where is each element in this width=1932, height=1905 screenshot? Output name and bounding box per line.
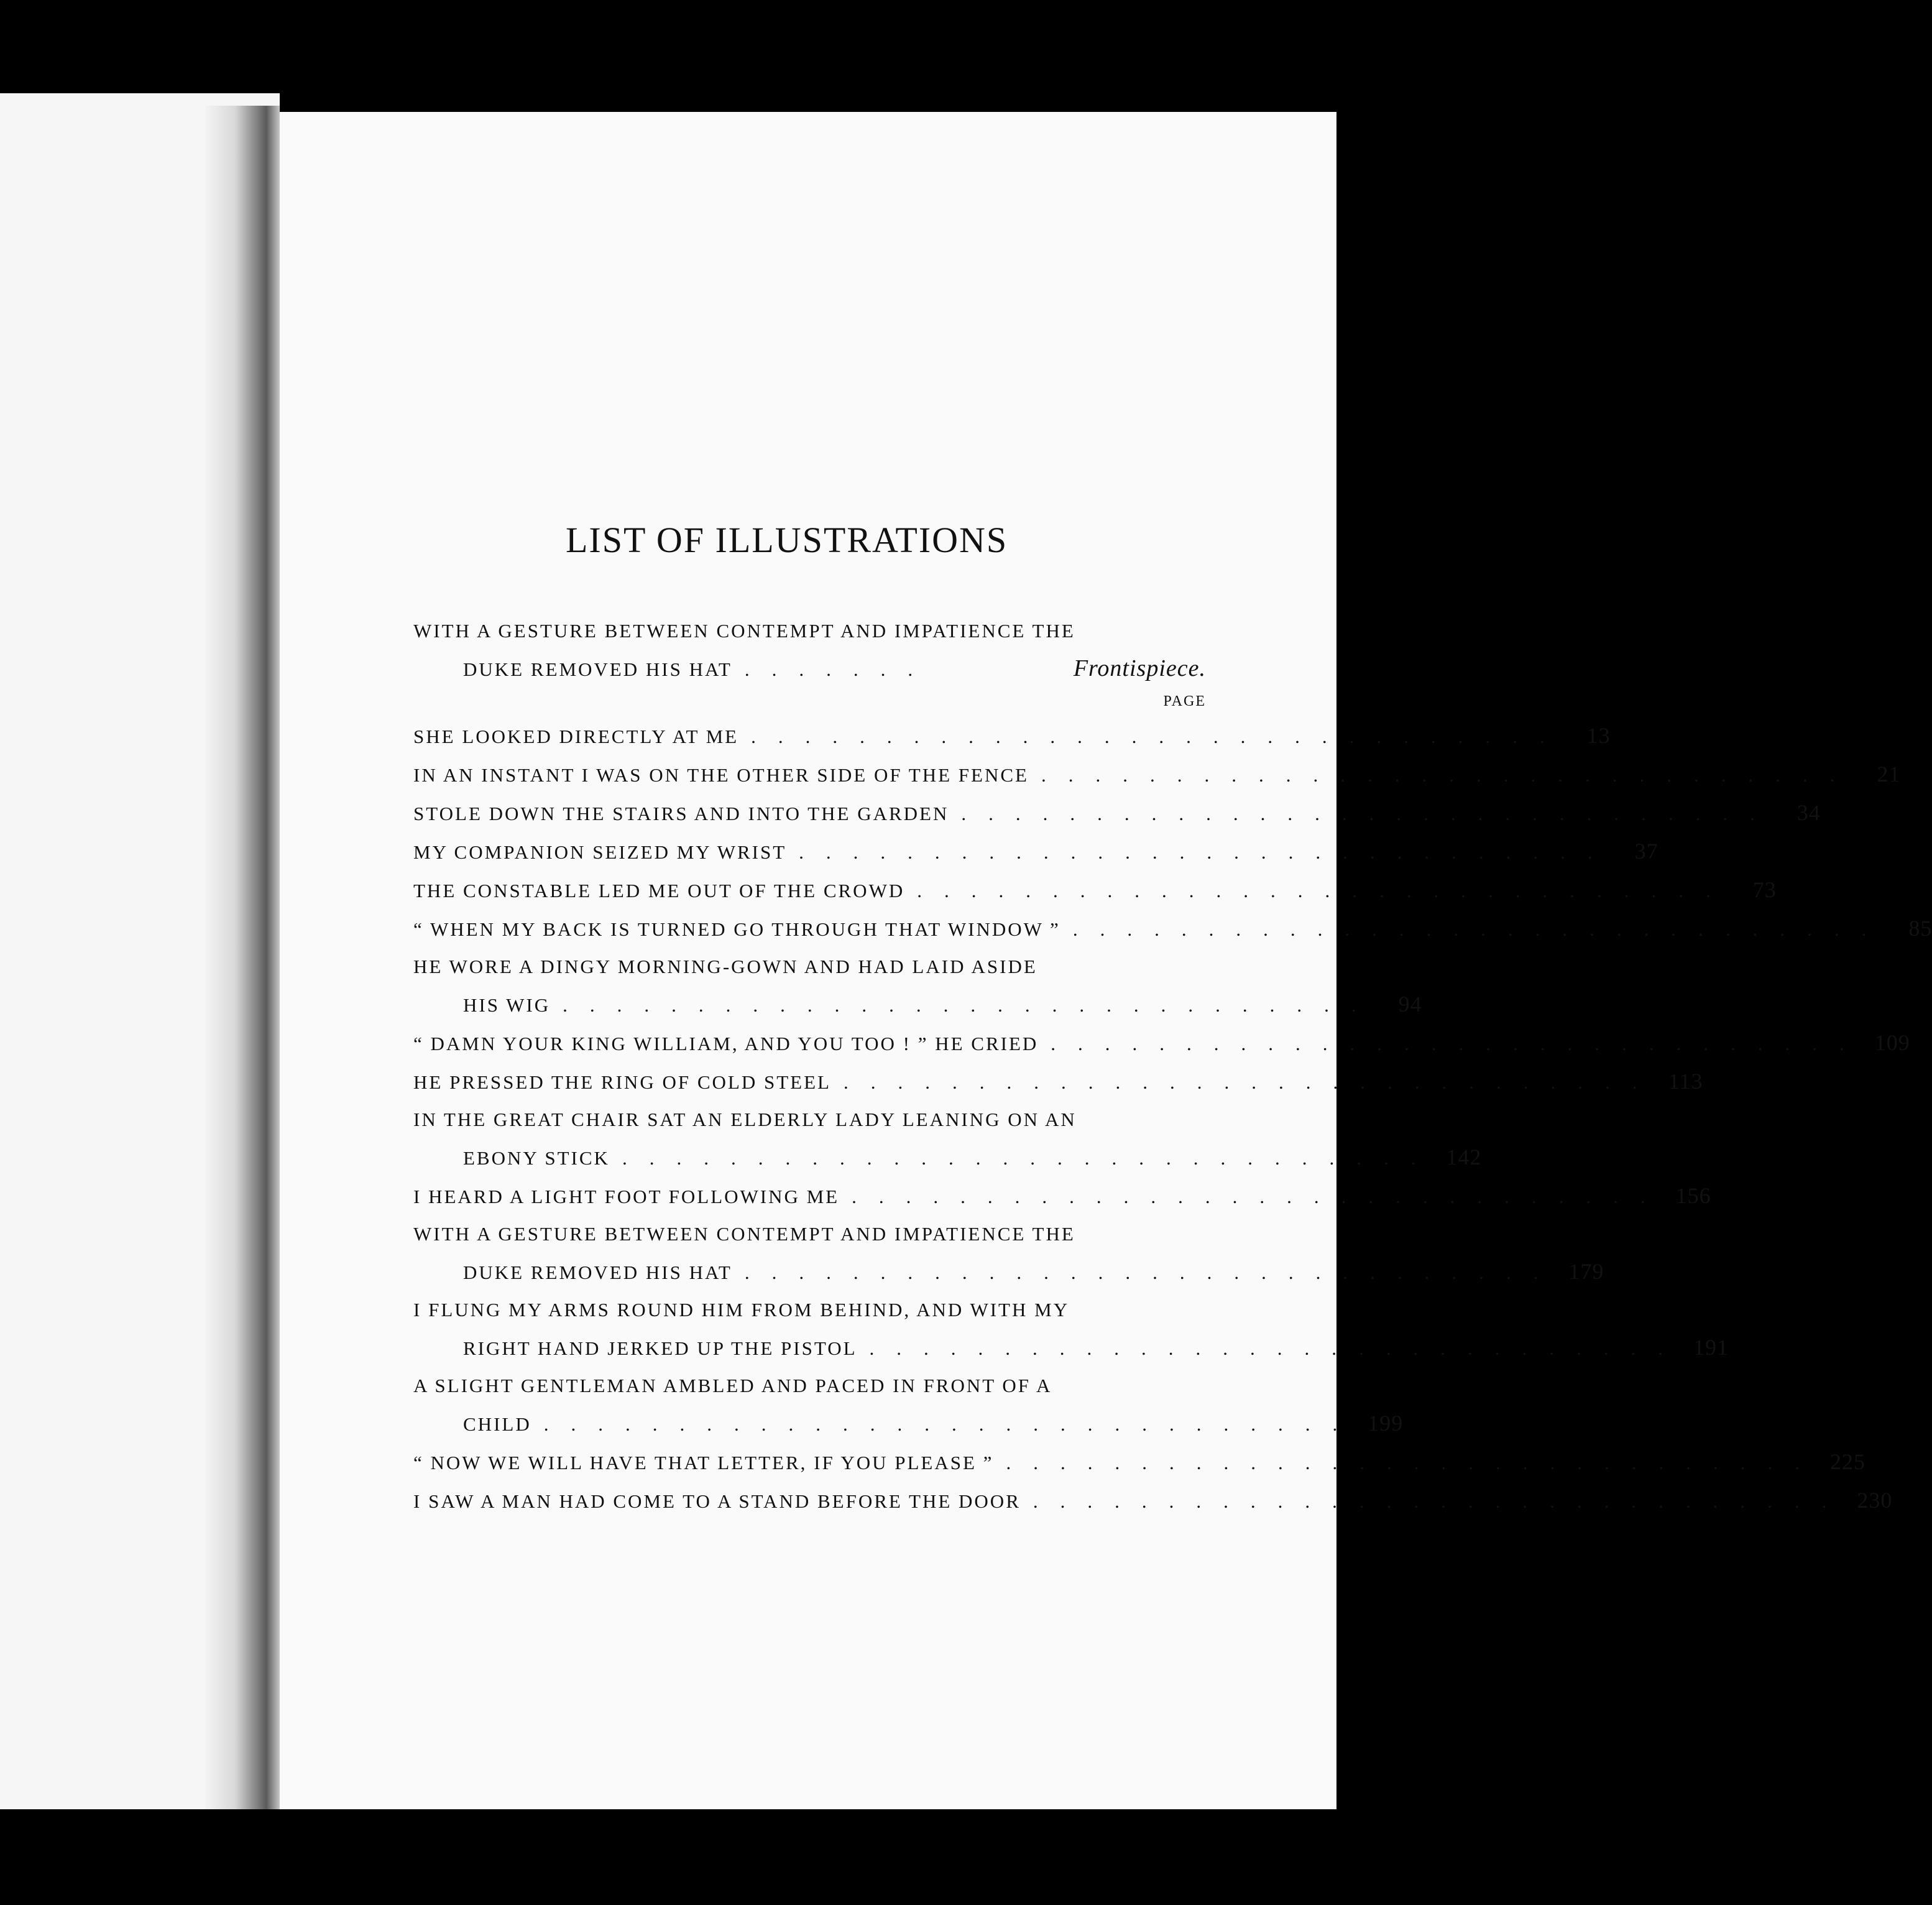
list-item [413, 755, 1901, 794]
list-item [413, 1177, 1711, 1215]
list-item [413, 1482, 1893, 1520]
entry-text: CHILD [463, 1413, 531, 1435]
page-number: 230 [1857, 1488, 1893, 1513]
leader-dots: .............................. [961, 803, 1777, 824]
page-number: 113 [1668, 1069, 1703, 1094]
page-number: 73 [1752, 877, 1777, 902]
page-number: 109 [1874, 1030, 1910, 1055]
leader-dots: .............................. [869, 1337, 1686, 1359]
list-item [413, 1024, 1910, 1063]
page-number: 94 [1398, 992, 1422, 1017]
page-number: Frontispiece. [1073, 655, 1206, 681]
entry-text: I HEARD A LIGHT FOOT FOLLOWING ME [413, 1186, 840, 1207]
entry-text: WITH A GESTURE BETWEEN CONTEMPT AND IMPATIENCE THE [413, 1223, 1075, 1245]
entry-text: “ DAMN YOUR KING WILLIAM, AND YOU TOO ! ” HE CRIED [413, 1033, 1039, 1054]
leader-dots: .............................. [1051, 1033, 1867, 1054]
leader-dots: .............................. [852, 1186, 1668, 1207]
list-item [413, 1367, 1404, 1443]
page-number: 191 [1693, 1335, 1729, 1360]
page-number: 142 [1446, 1145, 1482, 1169]
list-item [413, 1291, 1729, 1367]
entry-text: IN AN INSTANT I WAS ON THE OTHER SIDE OF THE FENCE [413, 764, 1029, 786]
leader-dots: .............................. [843, 1071, 1660, 1093]
entry-text: IN THE GREAT CHAIR SAT AN ELDERLY LADY LEANING ON AN [413, 1109, 1077, 1130]
list-item [413, 1101, 1482, 1177]
page-number: 85 [1908, 916, 1932, 941]
entry-text: MY COMPANION SEIZED MY WRIST [413, 841, 787, 863]
entry-text: I FLUNG MY ARMS ROUND HIM FROM BEHIND, AND WITH MY [413, 1299, 1070, 1321]
leader-dots: .............................. [917, 880, 1733, 902]
entry-text: DUKE REMOVED HIS HAT [463, 1262, 732, 1283]
leader-dots: .............................. [799, 841, 1615, 863]
leader-dots: .............................. [543, 1413, 1360, 1435]
page-title: LIST OF ILLUSTRATIONS [566, 520, 1008, 560]
leader-dots: .............................. [563, 994, 1379, 1016]
entry-list [413, 717, 1932, 1520]
entry-text: A SLIGHT GENTLEMAN AMBLED AND PACED IN FRONT OF A [413, 1375, 1052, 1396]
entry-text: “ NOW WE WILL HAVE THAT LETTER, IF YOU PLEASE ” [413, 1452, 994, 1474]
page-number: 156 [1675, 1183, 1711, 1208]
entry-text: STOLE DOWN THE STAIRS AND INTO THE GARDEN [413, 803, 949, 824]
page-number: 13 [1586, 723, 1611, 748]
page-column-header: PAGE [1163, 693, 1206, 709]
list-item [413, 1443, 1865, 1482]
page-number: 37 [1634, 839, 1658, 864]
page-number: 179 [1568, 1259, 1604, 1284]
frontispiece-entry [413, 612, 1221, 688]
page-number: 199 [1368, 1411, 1404, 1436]
entry-text: HE WORE A DINGY MORNING-GOWN AND HAD LAID ASIDE [413, 956, 1037, 977]
list-item [413, 833, 1658, 871]
list-item [413, 717, 1611, 755]
leader-dots: .............................. [1006, 1452, 1822, 1474]
entry-text: HE PRESSED THE RING OF COLD STEEL [413, 1071, 831, 1093]
leader-dots: .............................. [622, 1147, 1438, 1169]
leader-dots: .............................. [751, 726, 1567, 747]
entry-text: I SAW A MAN HAD COME TO A STAND BEFORE THE DOOR [413, 1490, 1021, 1512]
list-item [413, 871, 1777, 910]
entry-text: HIS WIG [463, 994, 551, 1016]
entry-text: “ WHEN MY BACK IS TURNED GO THROUGH THAT WINDOW ” [413, 918, 1060, 940]
page-number: 21 [1877, 762, 1901, 786]
entry-text: SHE LOOKED DIRECTLY AT ME [413, 726, 739, 747]
illustrations-list [413, 612, 1932, 1520]
entry-text: RIGHT HAND JERKED UP THE PISTOL [463, 1337, 857, 1359]
leader-dots: .............................. [1041, 764, 1857, 786]
page-number: 225 [1829, 1449, 1865, 1474]
entry-text: DUKE REMOVED HIS HAT [463, 658, 732, 680]
list-item [413, 1215, 1604, 1291]
list-item [413, 794, 1821, 833]
list-item [413, 1063, 1703, 1101]
leader-dots: .............................. [744, 1262, 1561, 1283]
entry-text: WITH A GESTURE BETWEEN CONTEMPT AND IMPATIENCE THE [413, 620, 1075, 642]
page-number: 34 [1796, 800, 1821, 825]
entry-text: EBONY STICK [463, 1147, 610, 1169]
book-gutter [205, 106, 280, 1809]
list-item [413, 910, 1932, 948]
entry-text: THE CONSTABLE LED ME OUT OF THE CROWD [413, 880, 905, 902]
leader-dots: .............................. [1033, 1490, 1849, 1512]
list-item [413, 948, 1422, 1024]
leader-dots: .............................. [1072, 918, 1889, 940]
leader-dots: ....... [744, 658, 936, 680]
